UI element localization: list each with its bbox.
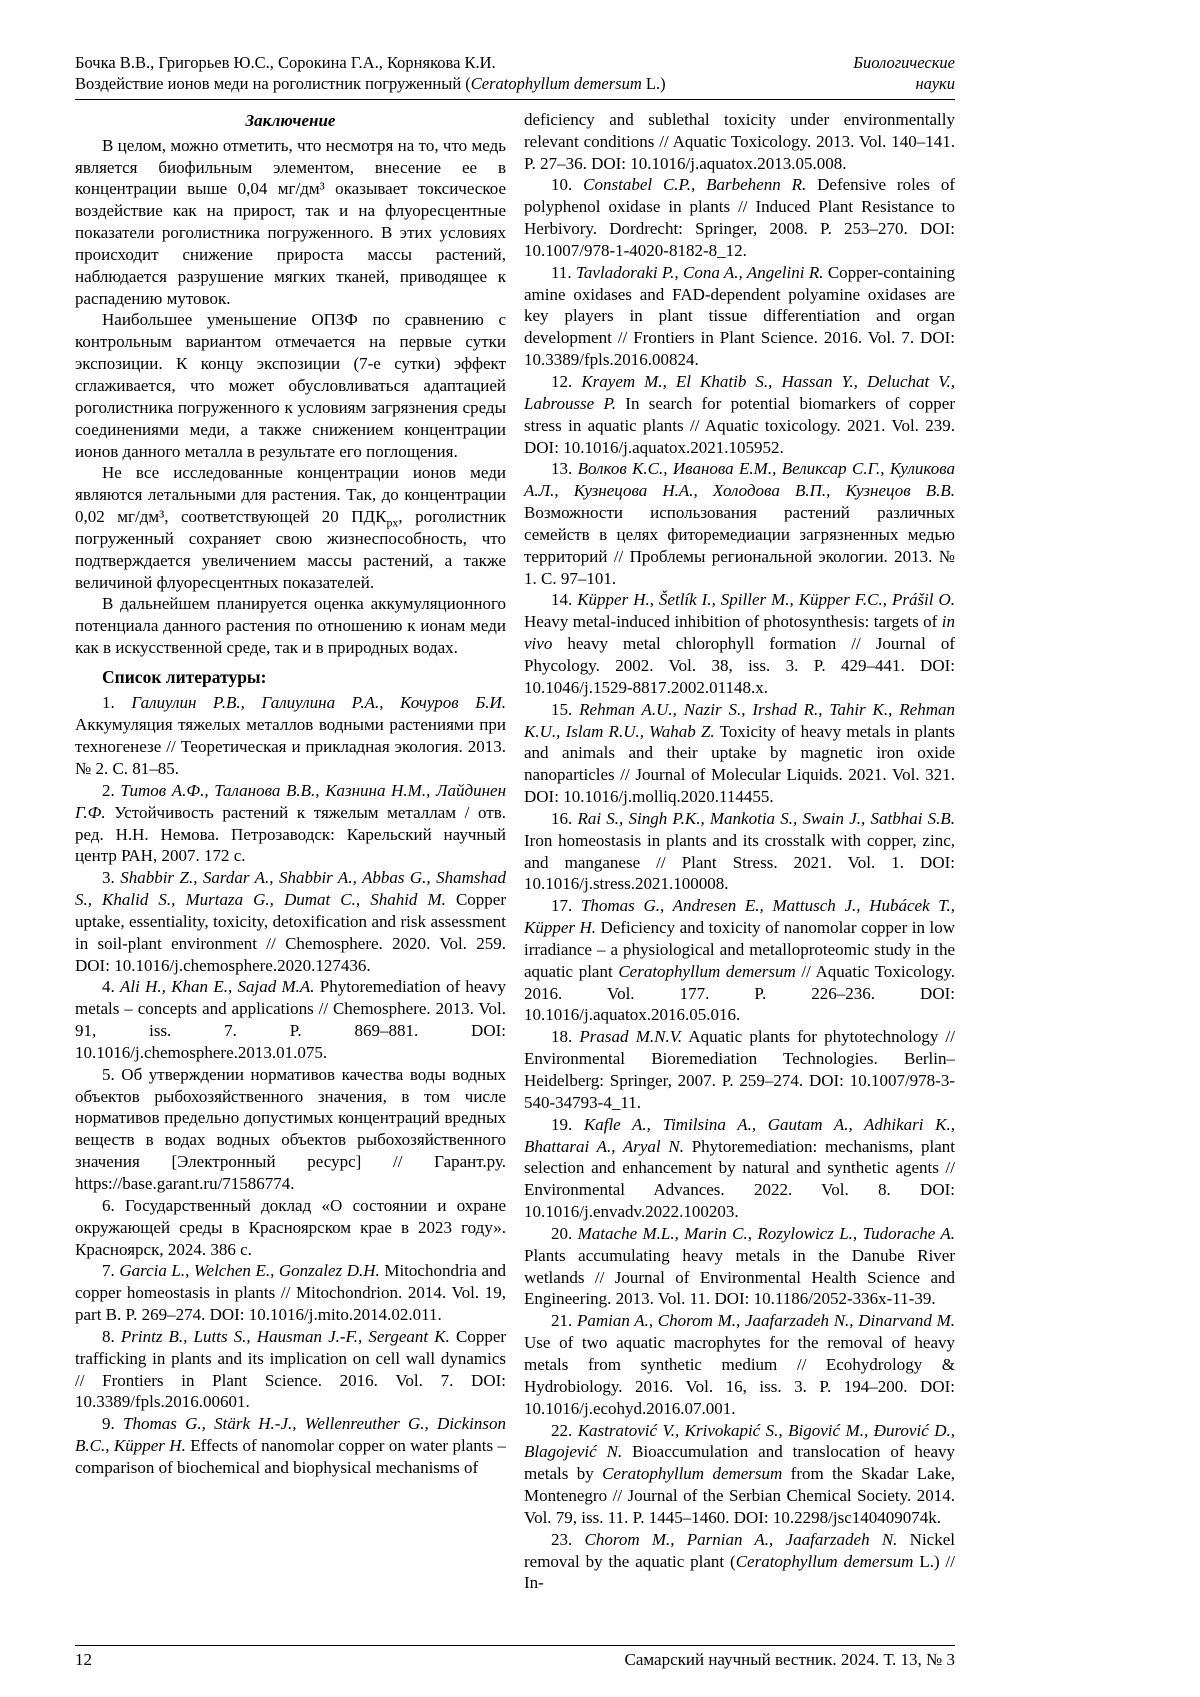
reference-item	[524, 1223, 955, 1310]
text-run: 19.	[551, 1114, 584, 1134]
text-run: in vivo	[524, 612, 955, 654]
reference-item	[524, 1114, 955, 1223]
text-run: In search for potential biomarkers of copper stress in aquatic plants // Aquatic toxicology. 2021. Vol. 239. DOI: 10.1016/j.aquatox.2021.105952.	[524, 393, 955, 457]
left-column	[75, 109, 506, 1639]
text-run: Ali H., Khan E., Sajad M.A.	[120, 977, 315, 997]
text-run: 11.	[551, 262, 576, 282]
header-section-line2: науки	[915, 74, 955, 94]
text-run: Phytoremediation: mechanisms, plant selection and enhancement by natural and synthetic agents // Environmental Advances. 2022. Vol. 8. DOI: 10.1016/j.envadv.2022.100203.	[524, 1136, 955, 1222]
text-run: Ceratophyllum demersum	[735, 1551, 914, 1571]
reference-item	[524, 174, 955, 261]
text-run: Deficiency and toxicity of nanomolar copper in low irradiance – a physiological and metalloproteomic study in the aquatic plant	[524, 918, 955, 981]
text-run: Chorom M., Parnian A., Jaafarzadeh N.	[584, 1529, 898, 1549]
reference-item	[75, 976, 506, 1063]
references-list-left	[75, 692, 506, 1478]
text-run: 6. Государственный доклад «О состоянии и охране окружающей среды в Красноярском крае в 2023 году». Красноярск, 2024. 386 с.	[75, 1195, 506, 1259]
text-run: Титов А.Ф., Таланова В.В., Казнина Н.М., Лайдинен Г.Ф.	[75, 780, 507, 822]
footer-rule	[75, 1645, 955, 1646]
text-run: Ceratophyllum demersum	[470, 74, 642, 94]
text-run: Prasad M.N.V.	[579, 1027, 683, 1047]
text-run: 20.	[551, 1223, 578, 1243]
journal-citation: Самарский научный вестник. 2024. Т. 13, № 3	[624, 1650, 955, 1670]
text-run: Rehman A.U., Nazir S., Irshad R., Tahir K., Rehman K.U., Islam R.U., Wahab Z.	[524, 699, 955, 741]
text-run: Use of two aquatic macrophytes for the removal of heavy metals from synthetic medium // Ecohydrology & Hydrobiology. 2016. Vol. 16, iss. 3. P. 194–200. DOI: 10.1016/j.ecohyd.2016.07.001.	[524, 1333, 955, 1418]
text-run: Tavladoraki P., Cona A., Angelini R.	[576, 262, 824, 282]
reference-item	[524, 589, 955, 698]
reference-item	[524, 1026, 955, 1113]
reference-item	[75, 1260, 506, 1326]
text-run: 10.	[551, 175, 584, 195]
text-run: Воздействие ионов меди на роголистник погруженный (	[75, 74, 471, 94]
text-run: L.) // In-	[524, 1551, 955, 1593]
text-run: Устойчивость растений к тяжелым металлам / отв. ред. Н.Н. Немова. Петрозаводск: Карельский научный центр РАН, 2007. 172 с.	[75, 802, 506, 866]
article-body	[75, 109, 955, 1639]
text-run: Nickel removal by the aquatic plant (	[524, 1529, 955, 1571]
text-run: 1.	[102, 693, 132, 713]
reference-item	[524, 458, 955, 589]
text-run: Rai S., Singh P.K., Mankotia S., Swain J., Satbhai S.B.	[577, 808, 955, 828]
conclusion-paragraph	[75, 309, 506, 462]
conclusion-heading: Заключение	[245, 110, 336, 130]
text-run: deficiency and sublethal toxicity under environmentally relevant conditions // Aquatic Toxicology. 2013. Vol. 140–141. P. 27–36. DOI: 10.1016/j.aquatox.2013.05.008.	[524, 109, 955, 173]
text-run: Thomas G., Andresen E., Mattusch J., Hubácek T., Küpper H.	[524, 896, 955, 938]
header-rule	[75, 99, 955, 100]
text-run: Галиулин Р.В., Галиулина Р.А., Кочуров Б.И.	[131, 693, 507, 713]
reference-item	[524, 895, 955, 1026]
reference-item	[524, 699, 955, 808]
text-run: Printz B., Lutts S., Hausman J.-F., Sergeant K.	[120, 1326, 450, 1346]
header-article-title	[75, 73, 666, 94]
text-run: 22.	[551, 1420, 578, 1440]
text-run: 14.	[551, 590, 578, 610]
text-run: Mitochondria and copper homeostasis in plants // Mitochondrion. 2014. Vol. 19, part B. P. 269–274. DOI: 10.1016/j.mito.2014.02.011.	[75, 1261, 506, 1325]
text-run: 3.	[102, 868, 121, 888]
text-run: Не все исследованные концентрации ионов меди являются летальными для растения. Так, до концентрации 0,02 мг/дм³, соответствующей 20 ПДК	[75, 463, 506, 527]
page-header	[75, 52, 955, 95]
page-footer	[75, 1649, 955, 1671]
text-run: Matache M.L., Marin C., Rozylowicz L., Tudorache A.	[577, 1223, 955, 1243]
reference-item	[524, 262, 955, 371]
conclusion-paragraph	[75, 462, 506, 593]
text-run: Shabbir Z., Sardar A., Shabbir A., Abbas G., Shamshad S., Khalid S., Murtaza G., Dumat C., Shahid M.	[75, 868, 507, 910]
text-run: Küpper H., Šetlík I., Spiller M., Küpper F.C., Prášil O.	[577, 590, 955, 610]
text-run: Аккумуляция тяжелых металлов водными растениями при техногенезе // Теоретическая и прикладная экология. 2013. № 2. С. 81–85.	[75, 715, 506, 778]
text-run: 17.	[551, 896, 581, 916]
text-run: Aquatic plants for phytotechnology // Environmental Bioremediation Technologies. Berlin–Heidelberg: Springer, 2007. P. 259–274. DOI: 10.1007/978-3-540-34793-4_11.	[524, 1027, 955, 1112]
text-run: 7.	[102, 1261, 120, 1281]
reference-item	[524, 808, 955, 895]
right-column	[524, 109, 955, 1639]
reference-continuation	[524, 109, 955, 175]
reference-item	[75, 692, 506, 779]
text-run: Ceratophyllum demersum	[602, 1464, 783, 1484]
text-run: Thomas G., Stärk H.-J., Wellenreuther G., Dickinson B.C., Küpper H.	[75, 1414, 506, 1456]
text-run: Effects of nanomolar copper on water plants – comparison of biochemical and biophysical mechanisms of	[75, 1436, 506, 1477]
reference-item	[75, 1413, 506, 1479]
text-run: heavy metal chlorophyll formation // Journal of Phycology. 2002. Vol. 38, iss. 3. P. 429–441. DOI: 10.1046/j.1529-8817.2002.01148.x.	[524, 634, 955, 697]
text-run: Copper-containing amine oxidases and FAD-dependent polyamine oxidases are key players in plant tissue differentiation and organ development // Frontiers in Plant Science. 2016. Vol. 7. DOI: 10.3389/fpls.2016.00824.	[524, 262, 955, 370]
reference-item	[524, 1529, 955, 1595]
header-row-1	[75, 52, 955, 73]
header-row-2	[75, 73, 955, 94]
text-run: 15.	[551, 699, 580, 719]
text-run: from the Skadar Lake, Montenegro // Journal of the Serbian Chemical Society. 2014. Vol. 79, iss. 11. P. 1445–1460. DOI: 10.2298/jsc140409074k.	[524, 1464, 955, 1527]
page-number: 12	[75, 1650, 92, 1670]
text-run: , роголистник погруженный сохраняет свою жизнеспособность, что подтверждается увеличением массы растений, а также величиной флуоресцентных показателей.	[75, 507, 506, 592]
text-run: Kafle A., Timilsina A., Gautam A., Adhikari K., Bhattarai A., Aryal N.	[524, 1114, 955, 1156]
text-run: рх	[386, 515, 399, 530]
text-run: Copper uptake, essentiality, toxicity, detoxification and risk assessment in soil-plant environment // Chemosphere. 2020. Vol. 259. DOI: 10.1016/j.chemosphere.2020.127436.	[75, 890, 506, 975]
reference-item	[75, 1064, 506, 1195]
text-run: Наибольшее уменьшение ОПЗФ по сравнению с контрольным вариантом отмечается на первые сутки экспозиции. К концу экспозиции (7-е сутки) эффект сглаживается, что может обусловливаться адаптацией роголистника погруженного к условиям загрязнения среды соединениями меди, а также снижением концентрации ионов данного металла в результате его поглощения.	[75, 310, 506, 461]
references-heading: Список литературы:	[102, 666, 267, 687]
conclusion-paragraph	[75, 593, 506, 659]
text-run: 13.	[551, 459, 578, 479]
reference-item	[75, 867, 506, 976]
text-run: Copper trafficking in plants and its implication on cell wall dynamics // Frontiers in Plant Science. 2016. Vol. 7. DOI: 10.3389/fpls.2016.00601.	[75, 1326, 507, 1412]
text-run: 23.	[551, 1529, 585, 1549]
text-run: В целом, можно отметить, что несмотря на то, что медь является биофильным элементом, внесение ее в концентрации выше 0,04 мг/дм³ оказывает токсическое воздействие как на прирост, так и на флуоресцентные показатели роголистника погруженного. В этих условиях происходит снижение прироста массы растений, наблюдается разрушение мягких тканей, приводящее к распадению мутовок.	[75, 135, 506, 308]
reference-item	[524, 1310, 955, 1419]
text-run: 9.	[102, 1414, 123, 1434]
text-run: Ceratophyllum demersum	[618, 961, 796, 981]
text-run: Krayem M., El Khatib S., Hassan Y., Deluchat V., Labrousse P.	[524, 372, 955, 413]
reference-item	[75, 1326, 506, 1413]
text-run: 8.	[102, 1326, 121, 1346]
conclusion-paragraphs	[75, 135, 506, 659]
text-run: Toxicity of heavy metals in plants and animals and their uptake by magnetic iron oxide nanoparticles // Journal of Molecular Liquids. 2021. Vol. 321. DOI: 10.1016/j.molliq.2020.114455.	[524, 721, 955, 807]
text-run: В дальнейшем планируется оценка аккумуляционного потенциала данного растения по отношению к ионам меди как в искусственной среде, так и в природных водах.	[75, 594, 506, 658]
text-run: 18.	[551, 1027, 580, 1047]
text-run: Kastratović V., Krivokapić S., Bigović M., Đurović D., Blagojević N.	[524, 1420, 955, 1462]
reference-item	[75, 1195, 506, 1261]
text-run: Pamian A., Chorom M., Jaafarzadeh N., Dinarvand M.	[576, 1311, 955, 1331]
reference-item	[524, 1420, 955, 1529]
text-run: Возможности использования растений различных семейств в целях фиторемедиации загрязненных медью территорий // Проблемы региональной экологии. 2013. № 1. С. 97–101.	[524, 503, 955, 588]
reference-continuation-text	[524, 109, 955, 175]
text-run: 4.	[102, 977, 121, 997]
text-run: Iron homeostasis in plants and its crosstalk with copper, zinc, and manganese // Plant Stress. 2021. Vol. 1. DOI: 10.1016/j.stress.2021.100008.	[524, 830, 955, 894]
reference-item	[75, 780, 506, 867]
text-run: Garcia L., Welchen E., Gonzalez D.H.	[119, 1261, 380, 1281]
text-run: Bioaccumulation and translocation of heavy metals by	[524, 1442, 955, 1484]
text-run: 2.	[102, 780, 121, 800]
text-run: L.)	[641, 74, 666, 94]
text-run: // Aquatic Toxicology. 2016. Vol. 177. P. 226–236. DOI: 10.1016/j.aquatox.2016.05.016.	[524, 961, 955, 1025]
text-run: Defensive roles of polyphenol oxidase in plants // Induced Plant Resistance to Herbivory. Dordrecht: Springer, 2008. P. 253–270. DOI: 10.1007/978-1-4020-8182-8_12.	[524, 175, 955, 260]
conclusion-paragraph	[75, 135, 506, 310]
text-run: 21.	[551, 1311, 577, 1331]
reference-item	[524, 371, 955, 458]
header-authors: Бочка В.В., Григорьев Ю.С., Сорокина Г.А., Корнякова К.И.	[75, 53, 496, 72]
text-run: Plants accumulating heavy metals in the Danube River wetlands // Journal of Environmental Health Science and Engineering. 2013. Vol. 11. DOI: 10.1186/2052-336x-11-39.	[524, 1245, 955, 1309]
text-run: 12.	[551, 372, 582, 391]
text-run: Волков К.С., Иванова Е.М., Великсар С.Г., Куликова А.Л., Кузнецова Н.А., Холодова В.П., Кузнецов В.В.	[524, 459, 955, 501]
text-run: 5. Об утверждении нормативов качества воды водных объектов рыбохозяйственного значения, в том числе нормативов предельно допустимых концентраций вредных веществ в водах водных объектов рыбохозяйственного значения [Электронный ресурс] // Гарант.ру. https://base.garant.ru/71586774.	[75, 1064, 506, 1194]
header-section-line1: Биологические	[853, 53, 955, 72]
text-run: Heavy metal-induced inhibition of photosynthesis: targets of	[524, 612, 942, 632]
text-run: 16.	[551, 808, 578, 828]
references-list-right	[524, 174, 955, 1594]
text-run: Phytoremediation of heavy metals – concepts and applications // Chemosphere. 2013. Vol. 91, iss. 7. P. 869–881. DOI: 10.1016/j.chemosphere.2013.01.075.	[75, 977, 506, 1062]
text-run: Constabel C.P., Barbehenn R.	[583, 175, 807, 195]
